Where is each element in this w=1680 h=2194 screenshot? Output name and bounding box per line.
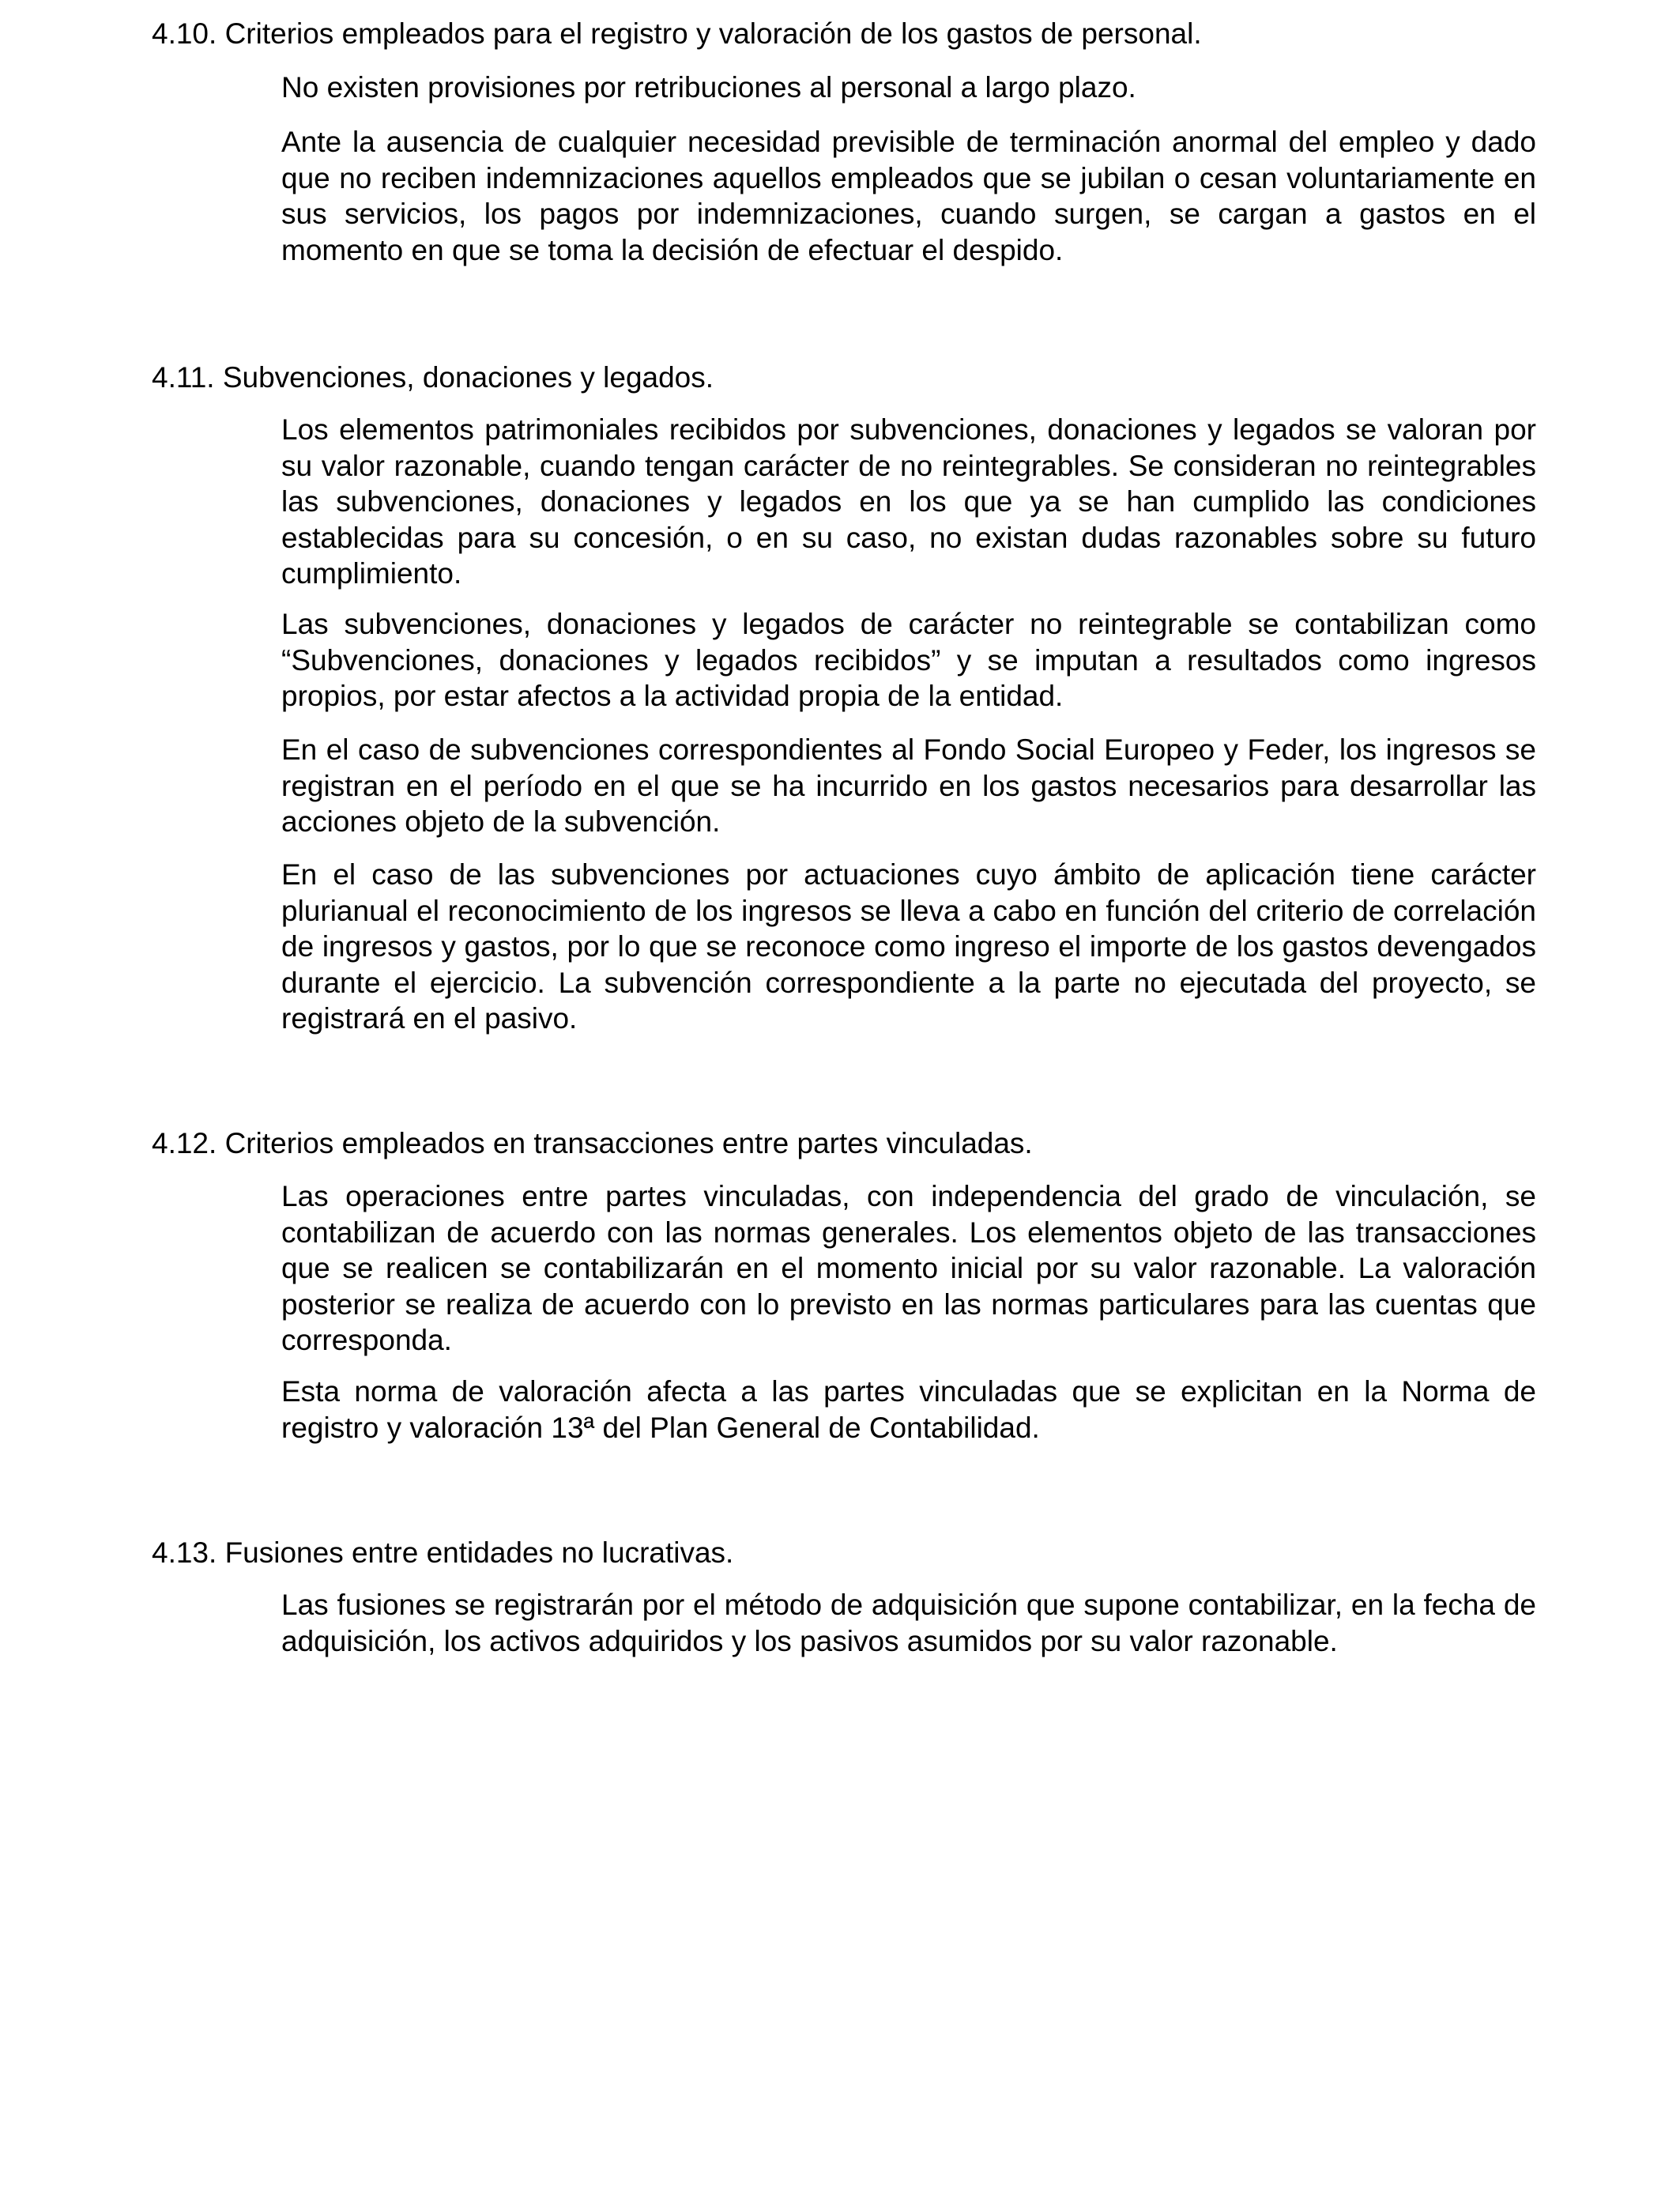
paragraph: Esta norma de valoración afecta a las partes vinculadas que se explicitan en la Norma de registro y valoración 13ª del Plan General de Contabilidad.: [281, 1375, 1536, 1444]
paragraph: Ante la ausencia de cualquier necesidad previsible de terminación anormal del empleo y dado que no reciben indemnizaciones aquellos empleados que se jubilan o cesan voluntariamente en sus servicios, los pagos por indemnizaciones, cuando surgen, se cargan a gastos en el momento en que se toma la decisión de efectuar el despido.: [281, 126, 1536, 266]
section-heading: 4.10. Criterios empleados para el registro y valoración de los gastos de personal.: [152, 17, 1202, 50]
paragraph: Las operaciones entre partes vinculadas, con independencia del grado de vinculación, se contabilizan de acuerdo con las normas generales. Los elementos objeto de las transacciones que se realicen se contabilizarán en el momento inicial por su valor razonable. La valoración posterior se realiza de acuerdo con lo previsto en las normas particulares para las cuentas que corresponda.: [281, 1180, 1536, 1356]
paragraph: En el caso de subvenciones correspondientes al Fondo Social Europeo y Feder, los ingresos se registran en el período en el que se ha incurrido en los gastos necesarios para desarrollar las acciones objeto de la subvención.: [281, 733, 1536, 838]
paragraph: En el caso de las subvenciones por actuaciones cuyo ámbito de aplicación tiene carácter plurianual el reconocimiento de los ingresos se lleva a cabo en función del criterio de correlación de ingresos y gastos, por lo que se reconoce como ingreso el importe de los gastos devengados durante el ejercicio. La subvención correspondiente a la parte no ejecutada del proyecto, se registrará en el pasivo.: [281, 858, 1536, 1035]
paragraph: No existen provisiones por retribuciones al personal a largo plazo.: [281, 71, 1136, 104]
section-heading: 4.13. Fusiones entre entidades no lucrativas.: [152, 1536, 734, 1569]
paragraph: Las fusiones se registrarán por el método de adquisición que supone contabilizar, en la fecha de adquisición, los activos adquiridos y los pasivos asumidos por su valor razonable.: [281, 1589, 1536, 1657]
section-heading: 4.12. Criterios empleados en transacciones entre partes vinculadas.: [152, 1127, 1033, 1159]
paragraph: Las subvenciones, donaciones y legados de carácter no reintegrable se contabilizan como “Subvenciones, donaciones y legados recibidos” y se imputan a resultados como ingresos propios, por estar afectos a la actividad propia de la entidad.: [281, 608, 1536, 712]
paragraph: Los elementos patrimoniales recibidos por subvenciones, donaciones y legados se valoran por su valor razonable, cuando tengan carácter de no reintegrables. Se consideran no reintegrables las subvenciones, donaciones y legados en los que ya se han cumplido las condiciones establecidas para su concesión, o en su caso, no existan dudas razonables sobre su futuro cumplimiento.: [281, 413, 1536, 590]
section-heading: 4.11. Subvenciones, donaciones y legados.: [152, 361, 714, 394]
